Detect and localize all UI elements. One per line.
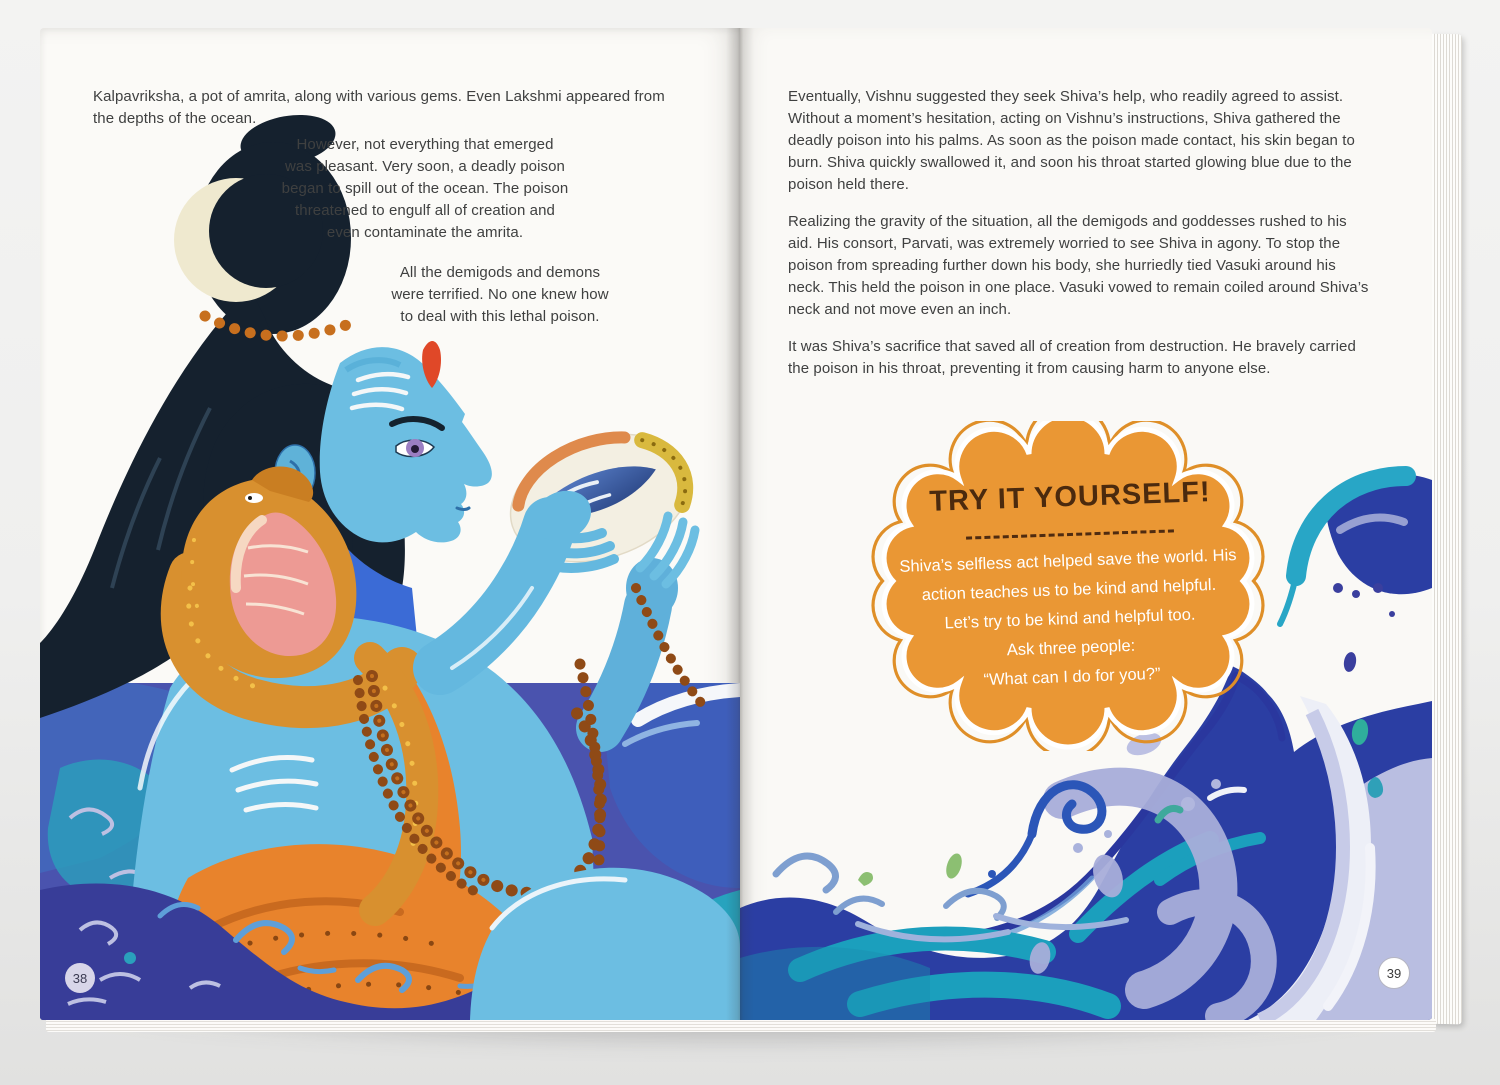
text-line: neck. This held the poison in one place. Vasuki vowed to remain coiled around Shiva’s [788, 279, 1369, 296]
text-line: Let’s try to be kind and helpful too. [944, 605, 1196, 633]
text-line: threatened to engulf all of creation and [294, 202, 556, 219]
text-line: were terrified. No one knew how [391, 286, 609, 303]
page-number-right: 39 [1378, 957, 1410, 989]
text-line: to deal with this lethal poison. [400, 308, 600, 325]
right-paragraph-1 [788, 86, 1388, 380]
text-line: However, not everything that emerged [296, 136, 554, 153]
lips [457, 508, 469, 510]
text-line: poison held there. [788, 176, 910, 193]
text-line: action teaches us to be kind and helpful. [921, 575, 1217, 605]
text-line: Shiva’s selfless act helped save the world. His [899, 546, 1237, 576]
text-line: “What can I do for you?” [983, 664, 1161, 690]
cloud-body-text [884, 541, 1257, 699]
left-page [40, 28, 740, 1020]
text-line: Kalpavriksha, a pot of amrita, along with various gems. Even Lakshmi appeared from [93, 88, 665, 105]
text-line: Ask three people: [1006, 636, 1136, 660]
right-page [740, 28, 1432, 1020]
open-book-spread [40, 28, 1432, 1020]
cloud-title: TRY IT YOURSELF! [928, 476, 1212, 518]
page-stack-edge-bottom [46, 1019, 1436, 1032]
text-line: burn. Shiva quickly swallowed it, and soon his throat started glowing blue due to the [788, 154, 1352, 171]
text-line: deadly poison into his palms. As soon as the poison made contact, his skin began to [788, 132, 1355, 149]
snake-eye [245, 493, 263, 503]
text-line: aid. His consort, Parvati, was extremely worried to see Shiva in agony. To stop the [788, 235, 1341, 252]
left-paragraph-2 [265, 134, 585, 244]
text-line: was pleasant. Very soon, a deadly poison [284, 158, 565, 175]
text-line: Realizing the gravity of the situation, all the demigods and goddesses rushed to his [788, 213, 1347, 230]
left-paragraph-1 [93, 86, 665, 130]
text-line: neck and not move even an inch. [788, 301, 1012, 318]
text-line: poison from spreading further down his body, she hurriedly tied Vasuki around his [788, 257, 1336, 274]
text-line: All the demigods and demons [399, 264, 601, 281]
try-it-yourself-cloud [868, 421, 1272, 745]
page-stack-edge-right [1432, 34, 1462, 1025]
left-paragraph-3 [340, 262, 660, 328]
text-line: the poison in his throat, preventing it from causing harm to anyone else. [788, 360, 1271, 377]
text-line: Eventually, Vishnu suggested they seek Shiva’s help, who readily agreed to assist. [788, 88, 1344, 105]
text-line: Without a moment’s hesitation, acting on Vishnu’s instructions, Shiva gathered the [788, 110, 1341, 127]
text-line: even contaminate the amrita. [326, 224, 524, 241]
page-number-left: 38 [65, 963, 95, 993]
text-line: It was Shiva’s sacrifice that saved all of creation from destruction. He bravely carried [788, 338, 1356, 355]
text-line: began to spill out of the ocean. The poison [281, 180, 569, 197]
text-line: the depths of the ocean. [93, 110, 257, 127]
